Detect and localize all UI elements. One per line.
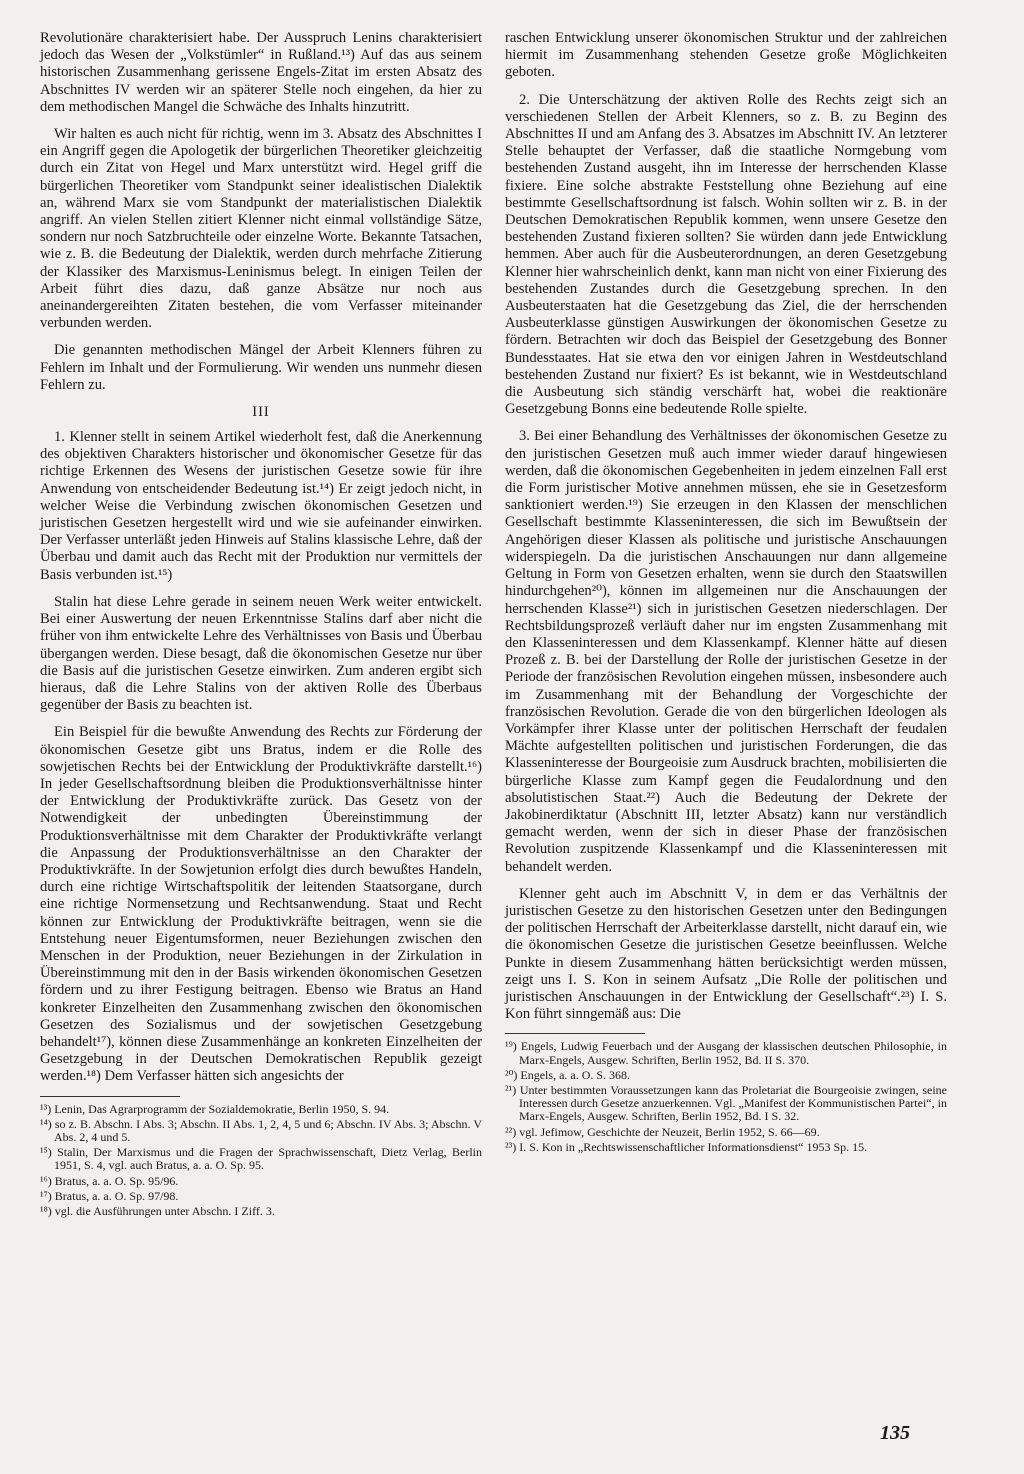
footnote: ¹⁸) vgl. die Ausführungen unter Abschn. I Ziff. 3. <box>40 1204 275 1218</box>
right-column <box>505 30 947 1156</box>
footnote: ²²) vgl. Jefimow, Geschichte der Neuzeit, Berlin 1952, S. 66—69. <box>505 1124 820 1139</box>
paragraph: Klenner geht auch im Abschnitt V, in dem er das Verhältnis der juristischen Gesetze zu den historischen Gesetzen unter den Bedingungen der politischen Herrschaft der Arbeiterklasse darstellt, nicht darauf ein, wie die ökonomischen Gesetze die juristischen Gesetze beeinflussen. Welche Punkte in diesem Zusammenhang hätten berücksichtigt werden müssen, zeigt uns I. S. Kon in seinem Aufsatz „Die Rolle der politischen und juristischen Anschauungen in der Entwicklung der Gesellschaft“.²³) I. S. Kon führt sinngemäß aus: Die <box>505 885 947 1023</box>
paragraph: raschen Entwicklung unserer ökonomischen Struktur und der zahlreichen hiermit im Zusammenhang stehenden Gesetze große Möglichkeiten geboten. <box>505 30 947 81</box>
footnotes <box>40 1103 482 1219</box>
footnote: ¹³) Lenin, Das Agrarprogramm der Sozialdemokratie, Berlin 1950, S. 94. <box>40 1101 390 1116</box>
footnote-divider <box>40 1096 180 1097</box>
footnote: ²⁰) Engels, a. a. O. S. 368. <box>505 1067 631 1082</box>
footnote: ¹⁷) Bratus, a. a. O. Sp. 97/98. <box>40 1188 179 1203</box>
paragraph: 1. Klenner stellt in seinem Artikel wiederholt fest, daß die Anerkennung des objektiven Charakters historischer und ökonomischer Gesetze für das richtige Erkennen des Wesens der juristischen Gesetze sowie für ihre Anwendung von entscheidender Bedeutung ist.¹⁴) Er zeigt jedoch nicht, in welcher Weise die Verbindung zwischen ökonomischen Gesetzen und juristischen Gesetzen hergestellt wird und wie sie aufeinander einwirken. Der Verfasser unterläßt jeden Hinweis auf Stalins klassische Lehre, daß der Überbau und damit auch das Recht mit der Produktion nur vermittels der Basis verbunden ist.¹⁵) <box>40 429 482 583</box>
paragraph: Die genannten methodischen Mängel der Arbeit Klenners führen zu Fehlern im Inhalt und der Formulierung. Wir wenden uns nunmehr diesen Fehlern zu. <box>40 342 482 393</box>
paragraph: 2. Die Unterschätzung der aktiven Rolle des Rechts zeigt sich an verschiedenen Stellen der Arbeit Klenners, so z. B. zu Beginn des Abschnittes II und am Anfang des 3. Absatzes im Abschnitt IV. An letzterer Stelle behauptet der Verfasser, daß die staatliche Normgebung vom bestehenden Zustand ausgeht, ihn im Interesse der herrschenden Klasse fixiere. Eine solche abstrakte Feststellung ohne Beziehung auf eine bestimmte Gesellschaftsordnung ist falsch. Wohin sollten wir z. B. in der Deutschen Demokratischen Republik kommen, wenn unsere Gesetze den bestehenden Zustand fixieren sollten? Sie würden dann jede Entwicklung hemmen. Aber auch für die Ausbeuterordnungen, an deren Gesetzgebung Klenner hier wahrscheinlich denkt, kann man nicht von einer Fixierung des bestehenden Zustandes durch die Gesetzgebung sprechen. In den Ausbeuterstaaten hat die Gesetzgebung das Ziel, die der herrschenden Ausbeuterklasse günstigen Auswirkungen der ökonomischen Gesetze zu fördern. Betrachten wir doch das Beispiel der Gesetzgebung des Bonner Bundesstaates. Hat sie etwa den vor einigen Jahren in Westdeutschland bestehenden Zustand nur fixiert? Es ist bekannt, wie in Westdeutschland die Ausbeutung sich ständig verschärft hat, wobei die reaktionäre Gesetzgebung Bonns eine bedeutende Rolle spielte. <box>505 91 947 418</box>
footnote: ²³) I. S. Kon in „Rechtswissenschaftlicher Informationsdienst“ 1953 Sp. 15. <box>505 1139 868 1154</box>
footnote-divider <box>505 1033 645 1034</box>
paragraph: Ein Beispiel für die bewußte Anwendung des Rechts zur Förderung der ökonomischen Gesetze gibt uns Bratus, indem er die Rolle des sowjetischen Rechts bei der Entwicklung der Produktivkräfte darstellt.¹⁶) In jeder Gesellschaftsordnung bleiben die Produktionsverhältnisse hinter der Entwicklung der Produktivkräfte zurück. Das Gesetz von der Notwendigkeit der unbedingten Übereinstimmung der Produktionsverhältnisse mit dem Charakter der Produktivkräfte verlangt die Anpassung der Produktionsverhältnisse an den Charakter der Produktivkräfte. In der Sowjetunion erfolgt dies durch bewußtes Handeln, durch eine richtige Wirtschaftspolitik der leitenden Staatsorgane, durch eine richtige Normensetzung und Rechtsanwendung. Staat und Recht können zur Entwicklung der Produktivkräfte beitragen, wenn sie die Entstehung neuer Eigentumsformen, neuer Beziehungen zwischen den Menschen in der Produktion, neuer Beziehungen in der Zirkulation in Übereinstimmung mit den in der Basis wirkenden ökonomischen Gesetzen fördern und zu ihrer Festigung beitragen. Ebenso wie Bratus an Hand konkreter Einzelheiten den Zusammenhang zwischen den ökonomischen Gesetzen des Sozialismus und der sowjetischen Gesetzgebung behandelt¹⁷), können diese Zusammenhänge an konkreten Einzelheiten der Gesetzgebung in der Deutschen Demokratischen Republik gezeigt werden.¹⁸) Dem Verfasser hätten sich angesichts der <box>40 724 482 1085</box>
footnote: ¹⁶) Bratus, a. a. O. Sp. 95/96. <box>40 1173 179 1188</box>
paragraph: Revolutionäre charakterisiert habe. Der Ausspruch Lenins charakterisiert jedoch das Wesen der „Volkstümler“ in Rußland.¹³) Auf das aus seinem historischen Zusammenhang gerissene Engels-Zitat im ersten Absatz des Abschnittes IV werden wir an späterer Stelle noch eingehen, da hier zu dem methodischen Mangel die Schwäche des Inhalts hinzutritt. <box>40 30 482 115</box>
page-number: 135 <box>880 1422 910 1444</box>
paragraph: 3. Bei einer Behandlung des Verhältnisses der ökonomischen Gesetze zu den juristischen Gesetzen muß auch immer wieder darauf hingewiesen werden, daß die ökonomischen Gegebenheiten in jedem einzelnen Fall erst die Form juristischer Motive annehmen müssen, ehe sie in Gesetzesform sanktioniert werden.¹⁹) Sie erzeugen in den Klassen der menschlichen Gesellschaft bestimmte Klasseninteressen, die sich im Bewußtsein der Angehörigen dieser Klassen als politische und juristische Anschauungen widerspiegeln. Da die juristischen Anschauungen nur dann allgemeine Geltung in Form von Gesetzen erhalten, wenn sie durch den Staatswillen hindurchgehen²⁰), können im allgemeinen nur die Anschauungen der herrschenden Klasse²¹) sich in juristischen Gesetzen niederschlagen. Der Rechtsbildungsprozeß verläuft daher nur im engsten Zusammenhang mit den Klasseninteressen und dem Klassenkampf. Klenner hätte auf diesen Prozeß z. B. bei der Darstellung der Rolle der juristischen Gesetze in der Periode der französischen Revolution eingehen müssen, insbesondere auch im Zusammenhang mit der Behandlung der Vorgeschichte der französischen Revolution. Gerade die von den bürgerlichen Ideologen als Vorkämpfer ihrer Klasse unter der politischen Herrschaft der feudalen Mächte aufgestellten politischen und juristischen Forderungen, die das Klasseninteresse der Bourgeoisie zum Ausdruck brachten, mobilisierten die bürgerliche Klasse zum Kampf gegen die Feudalordnung und den absolutistischen Staat.²²) Auch die Bedeutung der Dekrete der Jakobinerdiktatur (Abschnitt III, letzter Absatz) kann nur verständlich gemacht werden, wenn der sich in dieser Phase der französischen Revolution zuspitzende Klassenkampf und die Klasseninteressen mit behandelt werden. <box>505 428 947 875</box>
section-heading: III <box>252 404 270 421</box>
footnote: ¹⁴) so z. B. Abschn. I Abs. 3; Abschn. II Abs. 1, 2, 4, 5 und 6; Abschn. IV Abs. 3; Abschn. V Abs. 2, 4 und 5. <box>40 1116 482 1144</box>
left-column <box>40 30 482 1220</box>
footnotes <box>505 1040 947 1154</box>
paragraph: Stalin hat diese Lehre gerade in seinem neuen Werk weiter entwickelt. Bei einer Auswertung der neuen Erkenntnisse Stalins darf aber nicht die früher von ihm entwickelte Lehre des Verhältnisses von Basis und Überbau übergangen werden. Diese besagt, daß die ökonomischen Gesetze nur über die Basis auf die juristischen Gesetze einwirken. Zum anderen ergibt sich hieraus, daß die Lehre Stalins von der aktiven Rolle des Überbaus gegenüber der Basis zu beachten ist. <box>40 593 482 714</box>
footnote: ¹⁹) Engels, Ludwig Feuerbach und der Ausgang der klassischen deutschen Philosophie, in Marx-Engels, Ausgew. Schriften, Berlin 1952, Bd. II S. 370. <box>505 1039 947 1067</box>
footnote: ¹⁵) Stalin, Der Marxismus und die Fragen der Sprachwissenschaft, Dietz Verlag, Berlin 1951, S. 4, vgl. auch Bratus, a. a. O. Sp. 95. <box>40 1145 482 1173</box>
footnote: ²¹) Unter bestimmten Voraussetzungen kann das Proletariat die Bourgeoisie zwingen, seine Interessen durch Gesetze anzuerkennen. Vgl. „Manifest der Kommunistischen Partei“, in Marx-Engels, Ausgew. Schriften, Berlin 1952, Bd. I S. 32. <box>505 1082 947 1124</box>
paragraph: Wir halten es auch nicht für richtig, wenn im 3. Absatz des Abschnittes I ein Angriff gegen die Apologetik der bürgerlichen Theoretiker gleichzeitig durch ein Zitat von Hegel und Marx unterstützt wird. Hegel griff die bürgerlichen Theoretiker vom Standpunkt seiner idealistischen Dialektik an, während Marx sie vom Standpunkt der materialistischen Dialektik angriff. An vielen Stellen zitiert Klenner nicht einmal vollständige Sätze, sondern nur noch Satzbruchteile oder einzelne Worte. Bekannte Tatsachen, wie z. B. die Bedeutung der Dialektik, werden durch mehrfache Zitierung der Klassiker des Marxismus-Leninismus belegt. In einigen Teilen der Arbeit führt dies dazu, daß ganze Absätze nur noch aus aneinandergereihten Zitaten bestehen, die vom Verfasser miteinander verbunden werden. <box>40 126 482 332</box>
